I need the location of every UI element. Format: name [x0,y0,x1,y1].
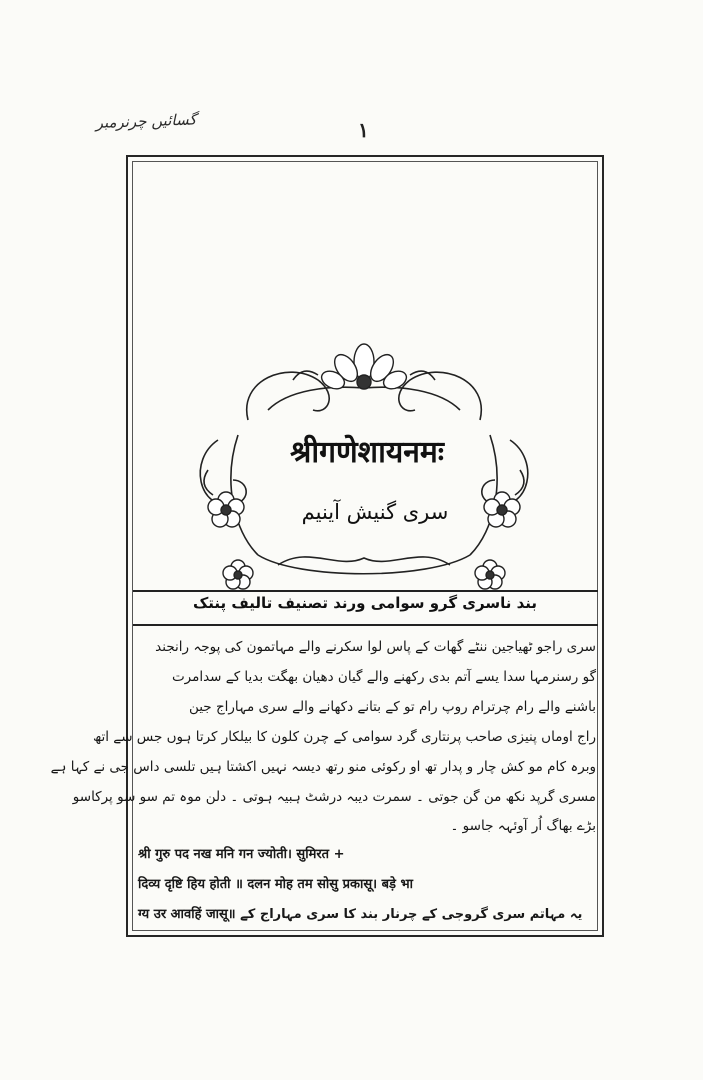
text-line: باشنے والے رام چرترام روپ رام تو کے بتانے دکھانے والے سری مہاراج جین [188,699,596,715]
text-line: بڑے بھاگ اُر آوئہہ جاسو ۔ [450,818,596,834]
text-line: दिव्य दृष्टि हिय होती ॥ दलन मोह तम सोसु प्रकासू। बड़े भा [138,877,413,892]
text-line: وبرہ کام مو کش چار و پدار تھ او رکوئی منو رتھ دیسہ نہیں اکشتا ہیں تلسی داس جی نے کہا ہے [50,759,596,775]
invocation-urdu: سری گنیش آینیم [301,500,449,524]
title-text: بند ناسری گرو سوامی ورند تصنیف تالیف پنتک [192,594,538,612]
margin-note: گسائیں چرنرمبر [95,110,197,132]
invocation-devanagari: श्रीगणेशायनमः [290,435,444,470]
text-line: ग्य उर आवहिं जासू॥ یہ مہاتم سری گروجی کے چرنار بند کا سری مہاراج کے [138,907,583,922]
text-line: श्री गुरु पद नख मनि गन ज्योती। सुमिरत + [138,847,345,862]
body-text [50,632,596,930]
page-number: ۱ [358,118,369,142]
text-line: گو رسنرمہا سدا یسے آتم بدی رکھنے والے گیان دھیان بھگت بدیا کے سدامرت [171,669,596,685]
text-line: مسری گرپد نکھ من گن جوتی ۔ سمرت دیبہ درشٹ ہبیہ ہوتی ۔ دلن موہ تم سو سو پرکاسو [72,789,596,805]
text-line: راج اوماں پنیزی صاحب پرنتاری گرد سوامی کے چرن کلون کا بیلکار کرتا ہوں جس سے اتھ [92,729,596,745]
text-line: سری راجو ٹھیاجین ننٹے گھات کے پاس لوا سکرنے والے مہاتمون کی پوجہ رانجند [155,639,596,655]
